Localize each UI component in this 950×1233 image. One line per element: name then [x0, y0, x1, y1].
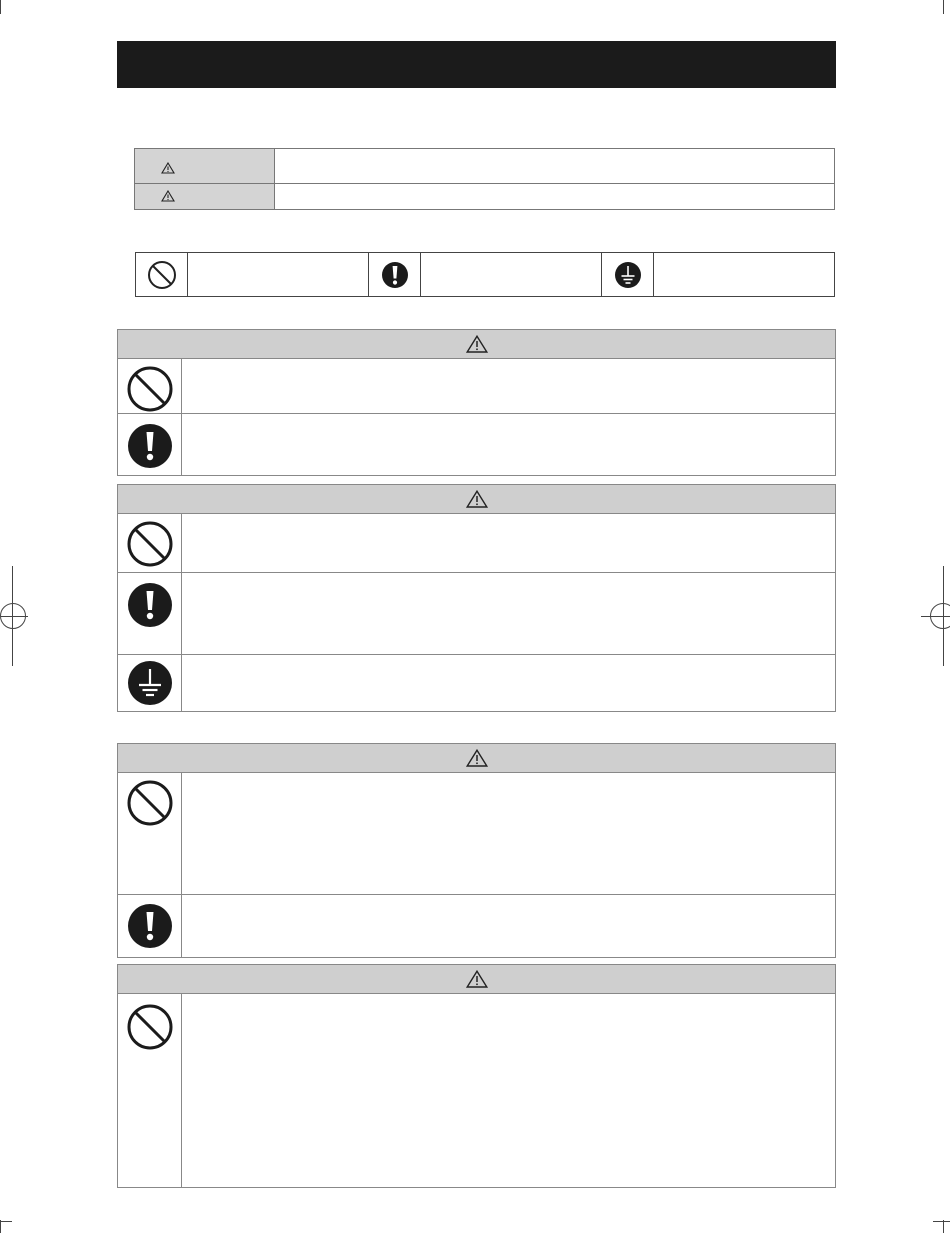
row-icon-cell [118, 573, 182, 654]
symbol-icon-cell [602, 253, 654, 296]
row-icon-cell [118, 359, 182, 413]
row-text [182, 773, 835, 894]
section-row [118, 514, 835, 573]
crop-mark [0, 0, 1, 14]
row-text [182, 573, 835, 654]
prohibition-icon [126, 520, 174, 568]
legend-label-cell [135, 184, 275, 209]
symbol-icon-cell [369, 253, 421, 296]
row-icon-cell [118, 514, 182, 572]
ground-connection-icon [126, 659, 174, 707]
mandatory-action-icon [126, 581, 174, 629]
ground-connection-icon [612, 259, 644, 291]
row-icon-cell [118, 994, 182, 1188]
crop-mark [0, 1221, 12, 1222]
mandatory-action-icon [126, 902, 174, 950]
row-text [182, 514, 835, 572]
crop-mark [943, 0, 944, 14]
row-icon-cell [118, 895, 182, 958]
section-row [118, 655, 835, 712]
row-text [182, 655, 835, 712]
symbols-key [135, 252, 835, 297]
caution-section [117, 964, 836, 1188]
section-header [118, 330, 835, 359]
legend-row [135, 184, 834, 209]
legend-label-cell [135, 149, 275, 183]
section-header [118, 744, 835, 773]
symbol-description [421, 253, 602, 296]
warning-triangle-icon [466, 749, 488, 767]
symbol-description [188, 253, 369, 296]
caution-section [117, 743, 836, 958]
prohibition-icon [126, 779, 174, 827]
warning-triangle-icon [466, 970, 488, 988]
section-row [118, 994, 835, 1188]
symbol-description [654, 253, 834, 296]
prohibition-icon [126, 365, 174, 413]
row-text [182, 994, 835, 1188]
section-row [118, 414, 835, 476]
prohibition-icon [126, 1003, 174, 1051]
title-bar [117, 41, 836, 88]
mandatory-action-icon [126, 422, 174, 470]
registration-mark [0, 603, 26, 629]
mandatory-action-icon [379, 259, 411, 291]
warning-triangle-icon [466, 490, 488, 508]
prohibition-icon [146, 259, 178, 291]
row-icon-cell [118, 773, 182, 894]
section-row [118, 773, 835, 895]
section-row [118, 573, 835, 655]
row-text [182, 414, 835, 476]
section-row [118, 359, 835, 414]
signal-word-legend [134, 148, 835, 210]
row-icon-cell [118, 414, 182, 476]
row-icon-cell [118, 655, 182, 712]
section-header [118, 965, 835, 994]
warning-triangle-icon [466, 335, 488, 353]
section-header [118, 485, 835, 514]
row-text [182, 895, 835, 958]
row-text [182, 359, 835, 413]
symbol-icon-cell [136, 253, 188, 296]
warning-section [117, 329, 836, 476]
section-row [118, 895, 835, 958]
warning-section [117, 484, 836, 712]
legend-row [135, 149, 834, 184]
warning-triangle-icon [161, 190, 175, 202]
registration-mark [930, 603, 950, 629]
crop-mark [933, 1221, 950, 1222]
warning-triangle-icon [161, 162, 175, 174]
